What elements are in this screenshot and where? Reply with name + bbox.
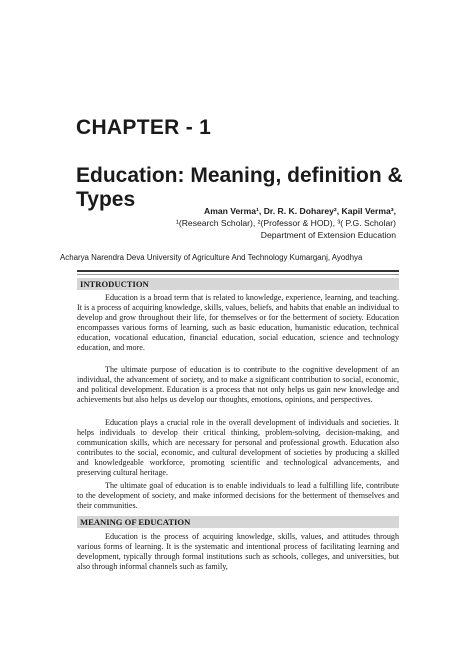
header-rule xyxy=(77,270,399,272)
author-roles: ¹(Research Scholar), ²(Professor & HOD), ³( P.G. Scholar) xyxy=(176,218,396,228)
department-line: Department of Extension Education xyxy=(260,230,396,240)
section-heading-introduction: INTRODUCTION xyxy=(77,278,399,290)
paragraph-5: Education is the process of acquiring knowledge, skills, values, and attitudes through various forms of learning. It is the systematic and intentional process of facilitating learning and development, typically through formal institutions such as schools, colleges, and universities, but also through informal channels such as family, xyxy=(77,532,399,572)
paragraph-2: The ultimate purpose of education is to contribute to the cognitive development of an individual, the advancement of society, and to make a significant contribution to social, economic, and political development. Education is a process that not only helps us gain new knowledge and achievements but also helps us develop our thoughts, emotions, opinions, and perspectives. xyxy=(77,365,399,405)
section-heading-meaning: MEANING OF EDUCATION xyxy=(77,516,399,528)
university-line: Acharya Narendra Deva University of Agriculture And Technology Kumarganj, Ayodhya xyxy=(60,253,363,262)
author-block xyxy=(176,205,396,241)
header-rule-thin xyxy=(77,274,399,275)
chapter-heading: CHAPTER - 1 xyxy=(76,116,212,139)
paragraph-1: Education is a broad term that is related to knowledge, experience, learning, and teaching. It is a process of acquiring knowledge, skills, values, beliefs, and habits that enable an individual to develop and grow throughout their life, for themselves or for the betterment of society. Education encompasses various forms of learning, such as basic education, humanistic education, technical education, vocational education, financial education, social education, science and technology education, and more. xyxy=(77,293,399,353)
chapter-title: Education: Meaning, definition & Types xyxy=(76,164,403,211)
author-names: Aman Verma¹, Dr. R. K. Doharey², Kapil Verma³, xyxy=(204,206,396,216)
paragraph-4: The ultimate goal of education is to enable individuals to lead a fulfilling life, contribute to the development of society, and make informed decisions for the betterment of themselves and their communities. xyxy=(77,481,399,511)
paragraph-3: Education plays a crucial role in the overall development of individuals and societies. It helps individuals to develop their critical thinking, problem-solving, decision-making, and communication skills, which are necessary for personal and professional growth. Education also contributes to the social, economic, and cultural development of societies by producing a skilled and knowledgeable workforce, promoting scientific and technological advancements, and preserving cultural heritage. xyxy=(77,418,399,478)
